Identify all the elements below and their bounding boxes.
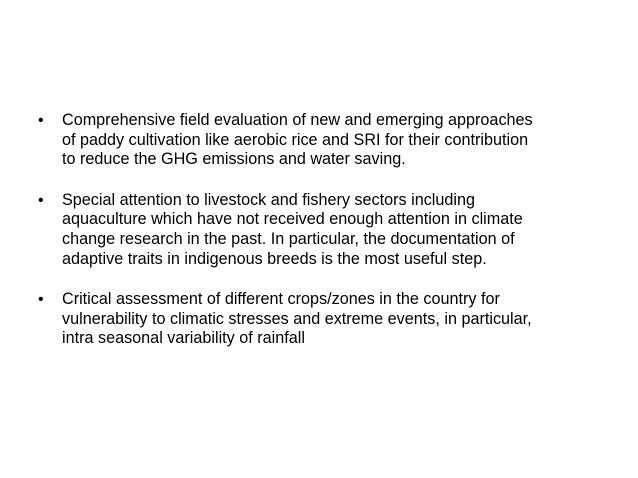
bullet-item-field-evaluation [38, 111, 598, 170]
bullet-line: to reduce the GHG emissions and water saving. [62, 150, 406, 169]
bullet-line: aquaculture which have not received enough attention in climate [62, 210, 523, 229]
bullet-line: Critical assessment of different crops/zones in the country for [62, 290, 500, 309]
bullet-dot-icon: • [38, 112, 44, 129]
bullet-dot-icon: • [38, 191, 44, 209]
bullet-line: intra seasonal variability of rainfall [62, 329, 305, 348]
bullet-line: Comprehensive field evaluation of new and emerging approaches [62, 111, 533, 129]
bullet-item-livestock-fishery [38, 191, 598, 269]
bullet-list [38, 111, 598, 370]
bullet-line: change research in the past. In particular, the documentation of [62, 229, 515, 248]
bullet-line: Special attention to livestock and fishery sectors including [62, 190, 476, 209]
bullet-text [62, 111, 598, 170]
bullet-text [62, 191, 598, 269]
bullet-item-crop-assessment [38, 290, 598, 349]
bullet-line: of paddy cultivation like aerobic rice and SRI for their contribution [62, 130, 529, 149]
bullet-line: vulnerability to climatic stresses and extreme events, in particular, [62, 309, 532, 328]
bullet-line: adaptive traits in indigenous breeds is the most useful step. [62, 249, 487, 268]
bullet-text [62, 290, 598, 349]
bullet-dot-icon: • [38, 291, 44, 309]
